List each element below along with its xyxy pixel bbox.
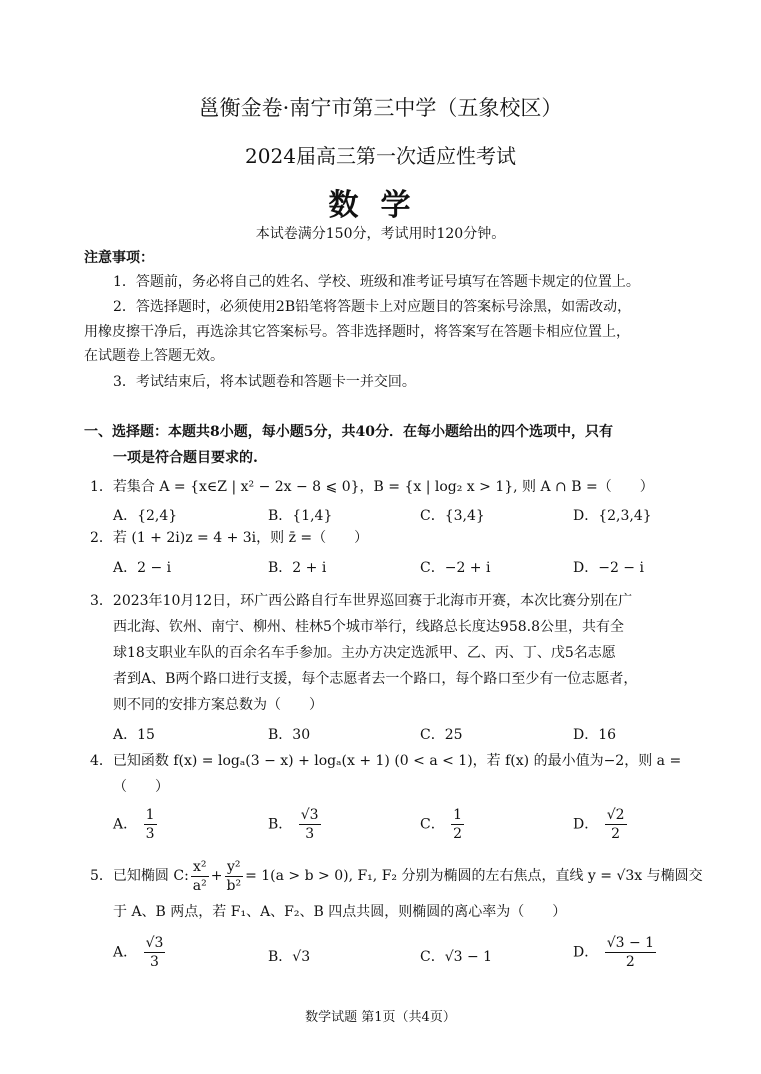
fraction (144, 806, 157, 843)
fraction (605, 806, 627, 843)
denominator: 2 (625, 954, 635, 970)
denominator: 3 (145, 826, 155, 842)
question-1-option-d: D．{2,3,4} (573, 508, 652, 524)
subject-title: 数学 (328, 188, 433, 223)
question-3-option-d: D．16 (573, 727, 617, 743)
q5-prefix: 5．已知椭圆 C: (90, 868, 189, 884)
note-2-line-3: 在试题卷上答题无效。 (84, 348, 224, 364)
question-5-line-1: 5．已知椭圆 C: $\frac{\text{x²}}{\text{a²}}$ + $\frac{\text{y²}}{\text{b²}}$ = 1(a > b > 0), F₁, F₂ 分别为椭圆的左右焦点，直线 y = √3x 与椭圆交 (90, 858, 703, 894)
fraction (605, 934, 656, 971)
question-4-line-1: 4．已知函数 f(x) = logₐ(3 − x) + logₐ(x + 1) (0 < a < 1)，若 f(x) 的最小值为−2，则 a = (90, 753, 682, 769)
fraction-y (225, 858, 244, 895)
denominator: a² (192, 877, 207, 894)
denominator: 3 (305, 826, 315, 842)
fraction (451, 806, 464, 843)
question-5-line-2: 于 A、B 两点，若 F₁、A、F₂、B 四点共圆，则椭圆的离心率为（ ） (113, 904, 567, 920)
q5-suffix: = 1(a > b > 0), F₁, F₂ 分别为椭圆的左右焦点，直线 y = √3x 与椭圆交 (245, 868, 703, 884)
note-3: 3．考试结束后，将本试题卷和答题卡一并交回。 (113, 374, 416, 390)
question-3-line-5: 则不同的安排方案总数为（ ） (113, 697, 323, 713)
numerator: 1 (145, 807, 155, 823)
section-1-heading-a: 一、选择题：本题共8小题，每小题5分，共40分．在每小题给出的四个选项中，只有 (84, 424, 613, 440)
question-1-option-b: B．{1,4} (268, 508, 333, 524)
question-3-option-c: C．25 (420, 727, 463, 743)
numerator: √3 (300, 807, 319, 823)
fraction (144, 934, 166, 971)
page-footer: 数学试题 第1页（共4页） (305, 1010, 456, 1025)
question-3-line-4: 者到A、B两个路口进行支援，每个志愿者去一个路口，每个路口至少有一位志愿者， (113, 671, 638, 687)
question-4-option-c (420, 806, 466, 843)
denominator: 3 (150, 954, 159, 970)
question-2-option-b: B．2 + i (268, 560, 327, 576)
numerator: √3 (145, 935, 164, 951)
option-label: D． (573, 816, 599, 833)
title-line-1: 邕衡金卷·南宁市第三中学（五象校区） (198, 96, 563, 120)
question-5-option-b: B．√3 (268, 949, 311, 965)
option-label: A． (113, 944, 138, 961)
note-2-line-2: 用橡皮擦干净后，再选涂其它答案标号。答非选择题时，将答案写在答题卡相应位置上， (84, 324, 630, 340)
numerator: y² (225, 858, 244, 877)
exam-info: 本试卷满分150分，考试用时120分钟。 (255, 226, 506, 242)
question-5-option-d (573, 934, 658, 971)
question-1-text: 1．若集合 A = {x∈Z | x² − 2x − 8 ⩽ 0}，B = {x | log₂ x > 1}, 则 A ∩ B =（ ） (90, 479, 654, 495)
question-4-line-2: （ ） (113, 779, 169, 795)
question-3-option-a: A．15 (113, 727, 155, 743)
option-label: A． (113, 816, 138, 833)
question-4-option-a (113, 806, 159, 843)
question-1-option-a: A．{2,4} (113, 508, 178, 524)
question-3-option-b: B．30 (268, 727, 311, 743)
question-4-option-d (573, 806, 629, 843)
option-label: D． (573, 944, 599, 961)
option-label: C． (420, 816, 445, 833)
question-2-option-d: D．−2 − i (573, 560, 644, 576)
numerator: √2 (606, 807, 625, 823)
denominator: 2 (611, 826, 621, 842)
numerator: 1 (453, 807, 463, 823)
question-5-option-c: C．√3 − 1 (420, 949, 493, 965)
denominator: b² (226, 877, 242, 894)
note-1: 1．答题前，务必将自己的姓名、学校、班级和准考证号填写在答题卡规定的位置上。 (113, 274, 640, 290)
question-5-option-a (113, 934, 167, 971)
question-2-option-a: A．2 − i (113, 560, 172, 576)
fraction (299, 806, 321, 843)
numerator: √3 − 1 (606, 935, 655, 951)
fraction-x (191, 858, 209, 895)
question-2-text: 2．若 (1 + 2i)z = 4 + 3i，则 z̄ =（ ） (90, 530, 369, 546)
numerator: x² (191, 858, 209, 877)
question-2-option-c: C．−2 + i (420, 560, 491, 576)
notes-heading: 注意事项： (84, 250, 154, 266)
note-2-line-1: 2．答选择题时，必须使用2B铅笔将答题卡上对应题目的答案标号涂黑，如需改动， (113, 299, 632, 315)
question-1-option-c: C．{3,4} (420, 508, 485, 524)
question-3-line-2: 西北海、钦州、南宁、柳州、桂林5个城市举行，线路总长度达958.8公里，共有全 (113, 619, 624, 635)
option-label: B． (268, 816, 293, 833)
title-line-2: 2024届高三第一次适应性考试 (245, 144, 516, 168)
question-3-line-1: 3．2023年10月12日，环广西公路自行车世界巡回赛于北海市开赛，本次比赛分别在广 (90, 593, 633, 609)
section-1-heading-b: 一项是符合题目要求的. (113, 450, 258, 466)
question-4-option-b (268, 806, 323, 843)
denominator: 2 (453, 826, 463, 842)
question-3-line-3: 球18支职业车队的百余名车手参加。主办方决定选派甲、乙、丙、丁、戊5名志愿 (113, 645, 616, 661)
